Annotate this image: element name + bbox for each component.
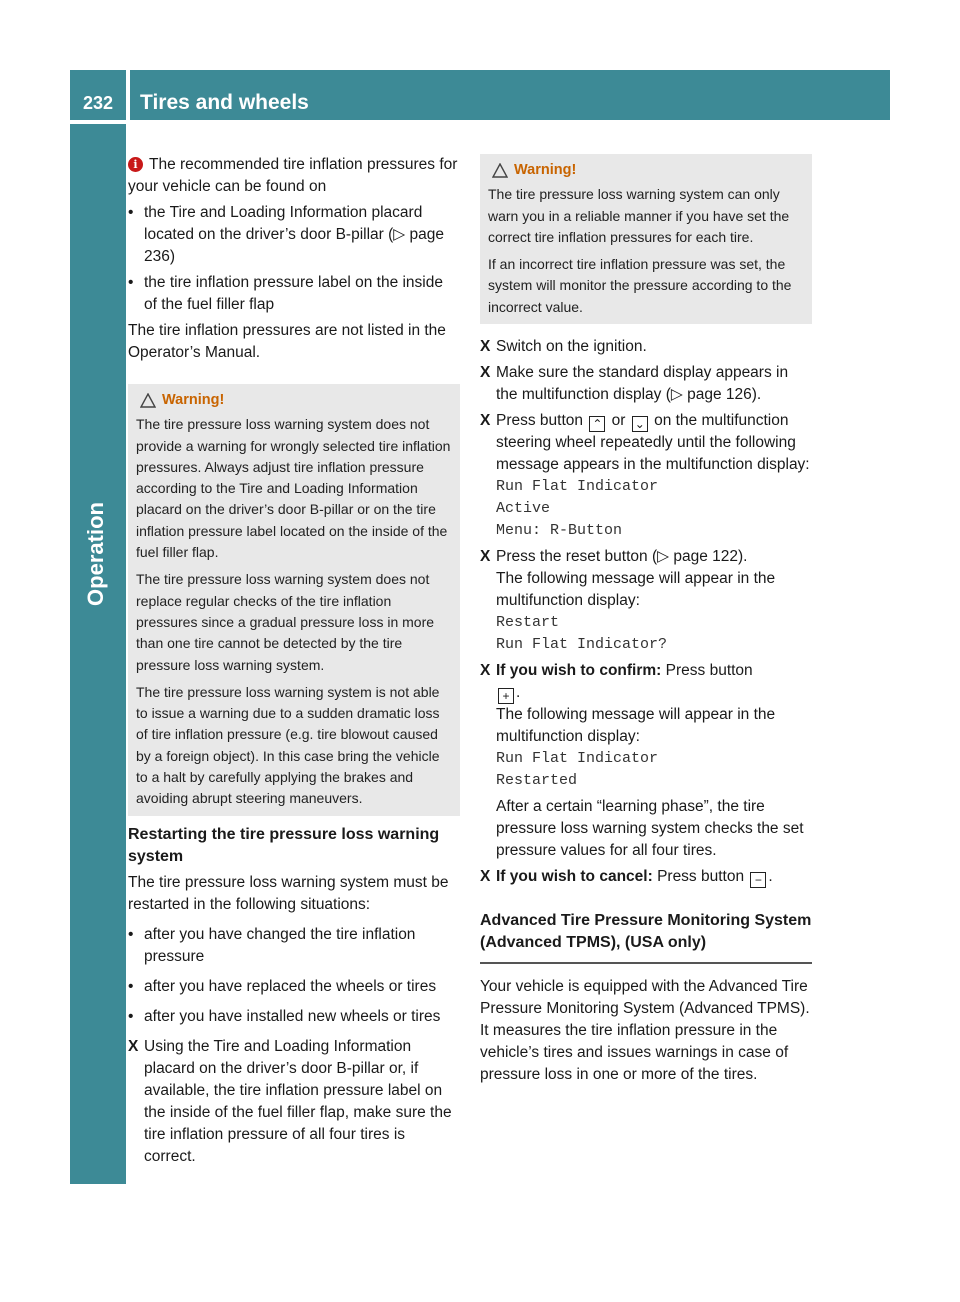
section-label: Operation — [83, 502, 108, 606]
warning-triangle-icon — [492, 163, 508, 178]
display-message: Menu: R-Button — [496, 522, 623, 540]
display-message: Run Flat Indicator — [496, 478, 659, 496]
step-arrow-icon: X — [480, 868, 491, 886]
step-arrow-icon: X — [480, 412, 491, 430]
plus-button-icon: + — [498, 688, 514, 704]
step-arrow-icon: X — [480, 662, 491, 680]
info-icon: i — [128, 157, 143, 172]
instruction-step: X Make sure the standard display appears in the multifunction display (▷ page 126). — [480, 364, 789, 404]
warning-text: The tire pressure loss warning system can only warn you in a reliable manner if you have set the correct tire inflation pressures for each tire. — [488, 186, 790, 245]
display-message: Restarted — [496, 772, 578, 790]
list-item: • the tire inflation pressure label on the inside of the fuel filler flap — [128, 274, 443, 313]
section-heading: Advanced Tire Pressure Monitoring System (Advanced TPMS), (USA only) — [480, 910, 812, 964]
instruction-step: X If you wish to cancel: Press button − . — [480, 868, 773, 888]
display-message: Restart — [496, 614, 560, 632]
warning-title: Warning! — [488, 160, 804, 181]
paragraph: Your vehicle is equipped with the Advanced Tire Pressure Monitoring System (Advanced TPMS). It measures the tire inflation pressure in the vehicle’s tires and issues warnings in case of pressure loss in one or more of the tires. — [480, 978, 810, 1084]
subsection-heading: Restarting the tire pressure loss warning system — [128, 825, 440, 865]
step-arrow-icon: X — [128, 1037, 139, 1055]
instruction-step: X Press button ⌃ or ⌄ on the multifunction steering wheel repeatedly until the following message appears in the multifunction display: Run Flat Indicator Active Menu: R-Button — [480, 410, 812, 542]
instruction-step: X Press the reset button (▷ page 122). The following message will appear in the multifunction display: Restart Run Flat Indicator? — [480, 546, 812, 656]
paragraph: The tire pressure loss warning system must be restarted in the following situations: — [128, 873, 449, 913]
step-arrow-icon: X — [480, 548, 491, 566]
down-button-icon: ⌄ — [632, 416, 648, 432]
page-number: 232 — [70, 70, 126, 120]
step-arrow-icon: X — [480, 338, 491, 356]
warning-text: The tire pressure loss warning system does not provide a warning for wrongly selected tire inflation pressures. Always adjust tire inflation pressure according to the Tire and Loading Information placard on the driver’s door B-pillar or on the tire inflation pressure label located on the inside of the fuel filler flap. — [136, 416, 451, 561]
warning-title: Warning! — [136, 390, 452, 411]
warning-text: If an incorrect tire inflation pressure was set, the system will monitor the pressure according to the incorrect value. — [488, 256, 792, 315]
chapter-title: Tires and wheels — [130, 70, 890, 120]
warning-text: The tire pressure loss warning system does not replace regular checks of the tire inflation pressures since a gradual pressure loss in more than one tire cannot be detected by the tire pressure loss warning system. — [136, 571, 435, 673]
minus-button-icon: − — [750, 872, 766, 888]
info-note: The tire inflation pressures are not listed in the Operator’s Manual. — [128, 322, 446, 361]
display-message: Run Flat Indicator? — [496, 636, 668, 654]
list-item: • after you have replaced the wheels or tires — [128, 977, 437, 995]
instruction-step: X If you wish to confirm: Press button + . The following message will appear in the multifunction display: Run Flat Indicator Restarted After a certain “learning phase”, the tire pressure loss warning system checks the set pressure values for all four tires. — [480, 660, 812, 862]
info-paragraph: i The recommended tire inflation pressures for your vehicle can be found on — [128, 156, 458, 195]
warning-box — [480, 154, 812, 324]
instruction-step: X Using the Tire and Loading Information placard on the driver’s door B-pillar or, if available, the tire inflation pressure label on the inside of the fuel filler flap, make sure the tire inflation pressure of all four tires is correct. — [128, 1037, 452, 1165]
display-message: Active — [496, 500, 551, 518]
warning-box — [128, 384, 460, 816]
instruction-step: X Switch on the ignition. — [480, 336, 812, 358]
display-message: Run Flat Indicator — [496, 750, 659, 768]
left-column — [128, 154, 460, 1168]
up-button-icon: ⌃ — [589, 416, 605, 432]
warning-triangle-icon — [140, 393, 156, 408]
warning-text: The tire pressure loss warning system is not able to issue a warning due to a sudden dramatic loss of tire inflation pressure (e.g. tire blowout caused by a foreign object). In this case bring the vehicle to a halt by carefully applying the brakes and avoiding abrupt steering maneuvers. — [136, 683, 440, 807]
list-item: • after you have changed the tire inflation pressure — [128, 925, 416, 965]
right-column — [480, 154, 812, 1086]
section-sidebar — [70, 124, 126, 1184]
list-item: • after you have installed new wheels or tires — [128, 1007, 441, 1025]
step-arrow-icon: X — [480, 364, 491, 382]
page-header — [70, 70, 890, 120]
list-item: • the Tire and Loading Information placard located on the driver’s door B-pillar (▷ page 236) — [128, 204, 444, 265]
